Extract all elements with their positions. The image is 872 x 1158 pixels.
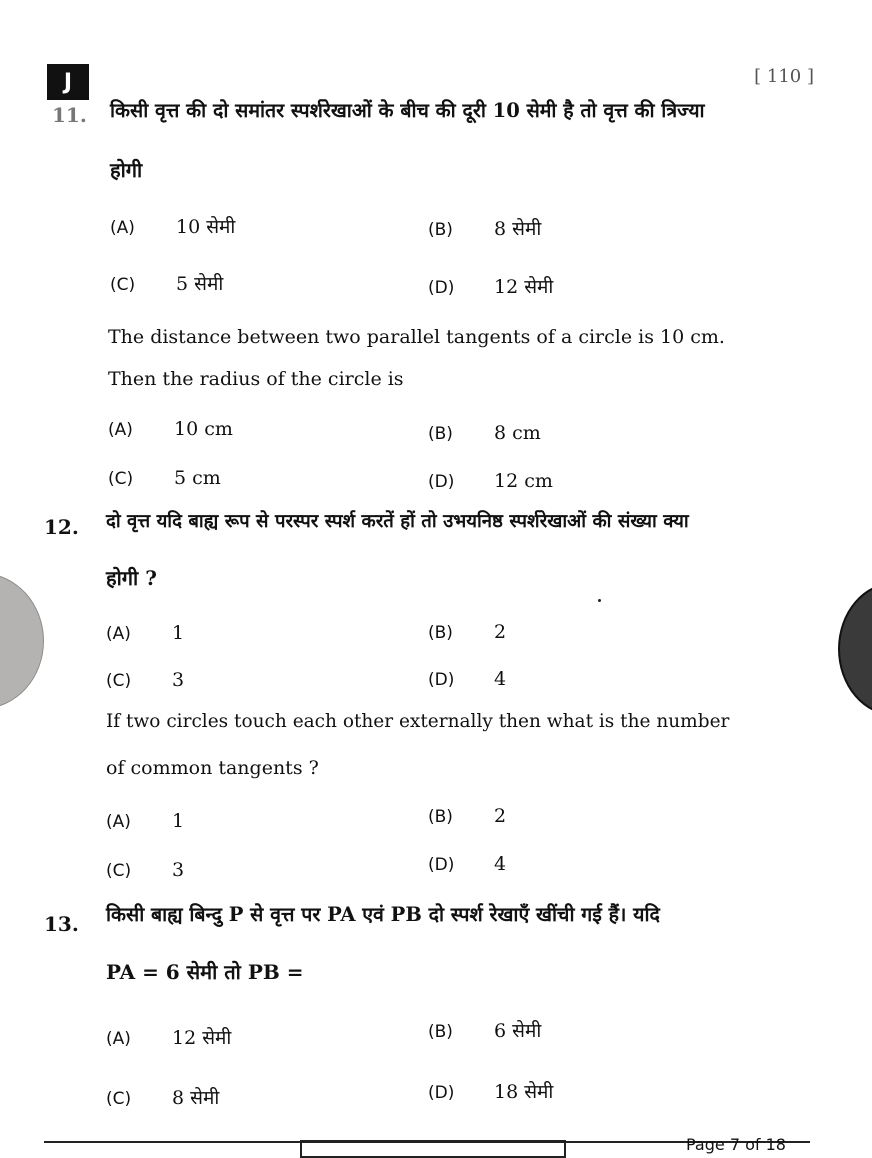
question-hindi-line: होगी xyxy=(110,158,143,182)
next-page-button[interactable] xyxy=(838,582,872,716)
option-text: 12 सेमी xyxy=(172,1027,232,1049)
option-b[interactable] xyxy=(428,215,541,241)
option-text: 5 सेमी xyxy=(176,273,224,295)
option-label: (C) xyxy=(106,861,132,881)
option-text: 1 xyxy=(172,810,185,832)
option-text: 10 सेमी xyxy=(176,216,236,238)
option-label: (D) xyxy=(428,278,455,298)
option-text: 2 xyxy=(494,805,507,827)
option-text: 5 cm xyxy=(174,467,221,489)
question-hindi-line: PA = 6 सेमी तो PB = xyxy=(106,960,304,984)
option-a[interactable] xyxy=(106,810,184,832)
question-hindi-line: होगी ? xyxy=(106,566,157,590)
option-label: (D) xyxy=(428,472,455,492)
option-label: (A) xyxy=(110,218,135,238)
option-text: 12 cm xyxy=(494,470,553,492)
option-text: 12 सेमी xyxy=(494,276,554,298)
option-label: (A) xyxy=(106,1029,131,1049)
question-number: 11. xyxy=(52,103,87,127)
question-english-line: If two circles touch each other externally then what is the number xyxy=(106,711,730,732)
option-label: (C) xyxy=(108,469,134,489)
option-text: 8 सेमी xyxy=(494,218,542,240)
option-b[interactable] xyxy=(428,422,541,444)
option-c[interactable] xyxy=(110,270,223,296)
option-b[interactable] xyxy=(428,805,506,827)
option-d[interactable] xyxy=(428,1078,553,1104)
option-text: 6 सेमी xyxy=(494,1020,542,1042)
option-label: (D) xyxy=(428,1083,455,1103)
option-text: 10 cm xyxy=(174,418,233,440)
option-a[interactable] xyxy=(106,622,184,644)
option-b[interactable] xyxy=(428,621,506,643)
option-label: (D) xyxy=(428,670,455,690)
option-d[interactable] xyxy=(428,853,506,875)
series-code-badge: J xyxy=(47,64,89,100)
option-label: (A) xyxy=(108,420,133,440)
option-text: 8 सेमी xyxy=(172,1087,220,1109)
option-label: (B) xyxy=(428,220,453,240)
page-number: Page 7 of 18 xyxy=(686,1135,786,1154)
option-text: 18 सेमी xyxy=(494,1081,554,1103)
option-text: 1 xyxy=(172,622,185,644)
option-c[interactable] xyxy=(108,467,221,489)
option-label: (B) xyxy=(428,807,453,827)
option-b[interactable] xyxy=(428,1017,541,1043)
question-hindi-line: दो वृत्त यदि बाह्य रूप से परस्पर स्पर्श करतें हों तो उभयनिष्ठ स्पर्शरेखाओं की संख्या क्या xyxy=(106,511,689,532)
option-c[interactable] xyxy=(106,1084,219,1110)
option-text: 8 cm xyxy=(494,422,541,444)
option-c[interactable] xyxy=(106,669,184,691)
speck xyxy=(598,599,601,602)
option-d[interactable] xyxy=(428,470,553,492)
option-c[interactable] xyxy=(106,859,184,881)
option-d[interactable] xyxy=(428,273,553,299)
option-label: (D) xyxy=(428,855,455,875)
option-label: (C) xyxy=(106,671,132,691)
option-a[interactable] xyxy=(106,1024,231,1050)
option-text: 3 xyxy=(172,859,185,881)
question-number: 12. xyxy=(44,515,79,539)
question-hindi-line: किसी बाह्य बिन्दु P से वृत्त पर PA एवं PB दो स्पर्श रेखाएँ खींची गई हैं। यदि xyxy=(106,903,660,926)
page-code: [ 110 ] xyxy=(754,66,814,87)
option-label: (C) xyxy=(106,1089,132,1109)
option-a[interactable] xyxy=(110,213,235,239)
option-d[interactable] xyxy=(428,668,506,690)
question-english-line: Then the radius of the circle is xyxy=(108,368,404,390)
option-label: (A) xyxy=(106,624,131,644)
question-number: 13. xyxy=(44,912,79,936)
option-label: (B) xyxy=(428,424,453,444)
option-a[interactable] xyxy=(108,418,233,440)
previous-page-button[interactable] xyxy=(0,573,44,709)
option-text: 3 xyxy=(172,669,185,691)
option-label: (B) xyxy=(428,623,453,643)
question-english-line: The distance between two parallel tangents of a circle is 10 cm. xyxy=(108,326,725,348)
option-label: (C) xyxy=(110,275,136,295)
option-label: (B) xyxy=(428,1022,453,1042)
question-hindi-line: किसी वृत्त की दो समांतर स्पर्शरेखाओं के बीच की दूरी 10 सेमी है तो वृत्त की त्रिज्या xyxy=(110,99,705,122)
option-text: 2 xyxy=(494,621,507,643)
option-text: 4 xyxy=(494,853,507,875)
option-text: 4 xyxy=(494,668,507,690)
option-label: (A) xyxy=(106,812,131,832)
footer-code-box xyxy=(300,1140,566,1158)
question-english-line: of common tangents ? xyxy=(106,757,319,779)
